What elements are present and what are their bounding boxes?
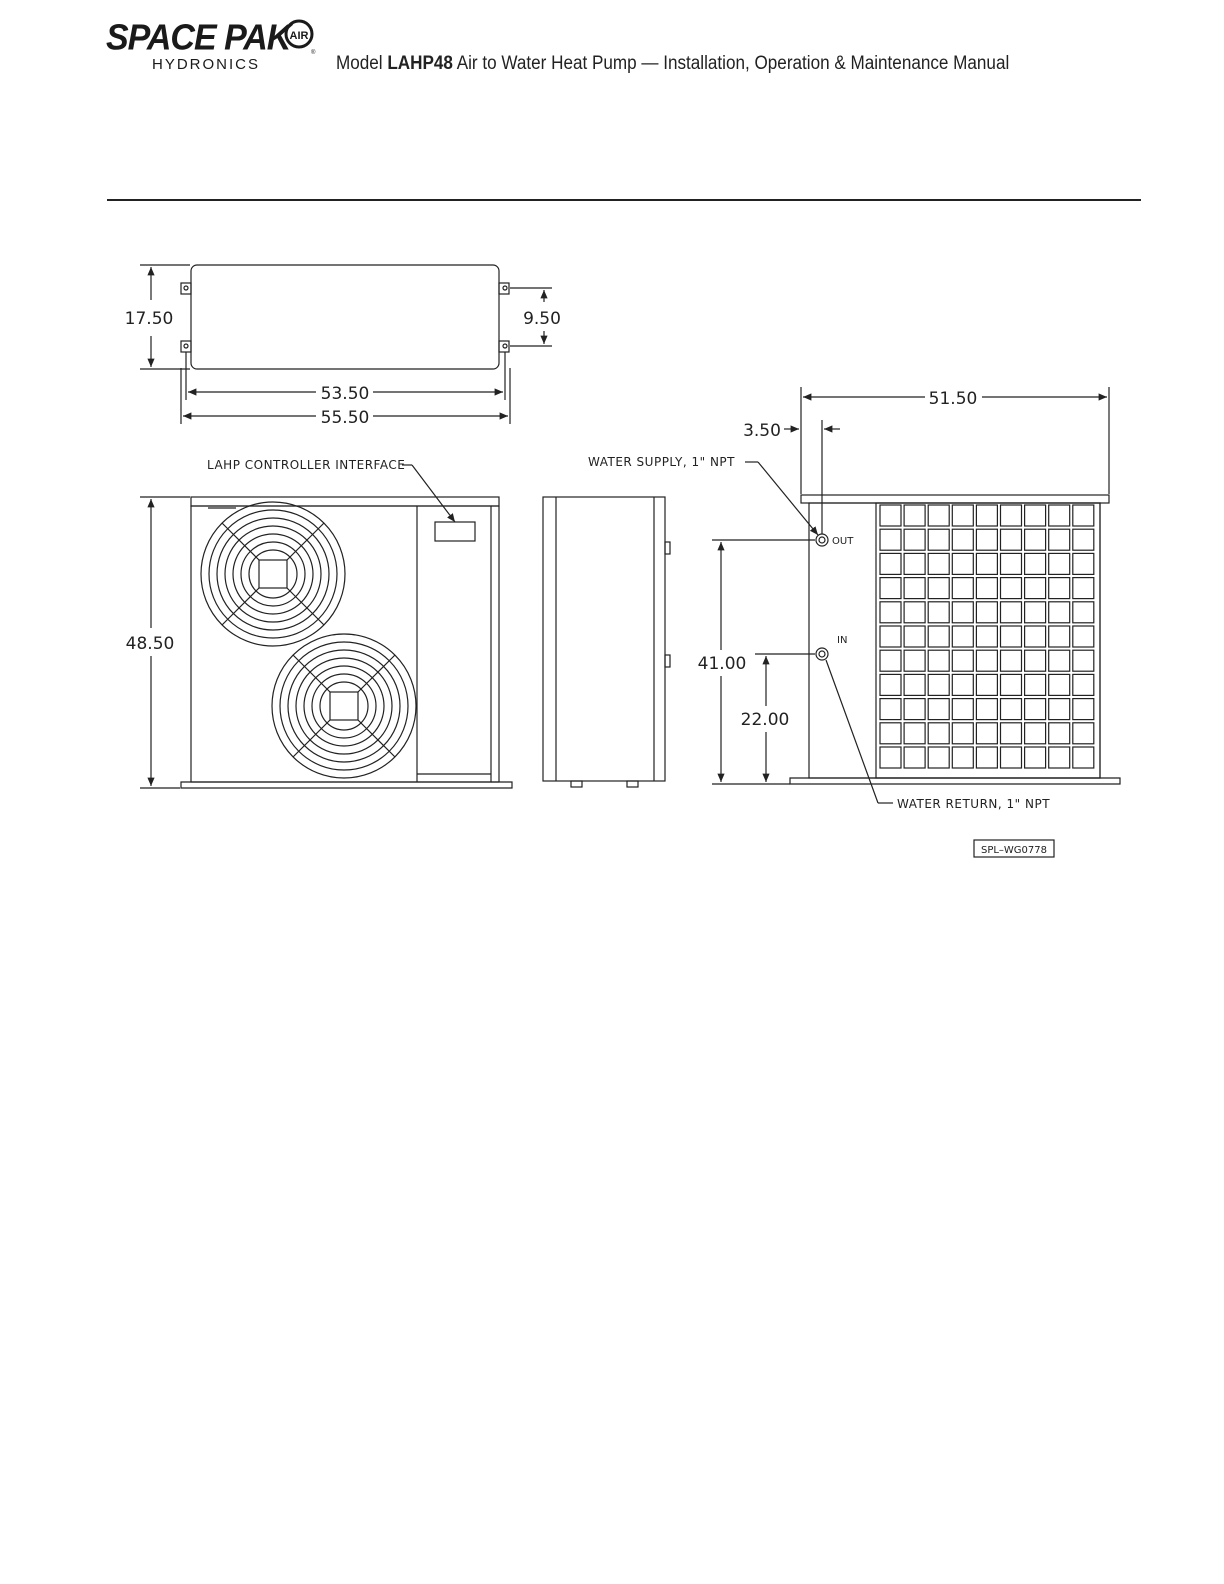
coil-cell bbox=[1073, 553, 1094, 574]
coil-cell bbox=[976, 578, 997, 599]
coil-cell bbox=[928, 723, 949, 744]
coil-cell bbox=[1049, 602, 1070, 623]
coil-cell bbox=[904, 650, 925, 671]
coil-cell bbox=[952, 505, 973, 526]
coil-cell bbox=[880, 723, 901, 744]
coil-cell bbox=[1025, 553, 1046, 574]
coil-cell bbox=[976, 505, 997, 526]
coil-cell bbox=[1025, 505, 1046, 526]
coil-cell bbox=[904, 626, 925, 647]
coil-cell bbox=[1001, 674, 1022, 695]
logo-subtitle: HYDRONICS bbox=[152, 56, 261, 73]
coil-cell bbox=[1025, 578, 1046, 599]
coil-cell bbox=[928, 699, 949, 720]
coil-cell bbox=[1073, 602, 1094, 623]
coil-cell bbox=[1073, 674, 1094, 695]
coil-cell bbox=[1001, 650, 1022, 671]
coil-cell bbox=[1001, 529, 1022, 550]
coil-cell bbox=[928, 578, 949, 599]
dim-rear-offset: 3.50 bbox=[743, 421, 781, 441]
coil-cell bbox=[1001, 602, 1022, 623]
coil-cell bbox=[928, 602, 949, 623]
coil-cell bbox=[928, 505, 949, 526]
dim-front-height: 48.50 bbox=[125, 634, 175, 654]
coil-cell bbox=[976, 747, 997, 768]
coil-cell bbox=[1025, 674, 1046, 695]
svg-text:AIR: AIR bbox=[289, 30, 309, 42]
coil-cell bbox=[1049, 674, 1070, 695]
coil-cell bbox=[1073, 723, 1094, 744]
coil-cell bbox=[1025, 602, 1046, 623]
coil-cell bbox=[1073, 626, 1094, 647]
side-view bbox=[543, 497, 670, 787]
coil-cell bbox=[952, 747, 973, 768]
coil-cell bbox=[928, 650, 949, 671]
dim-top-inner-width: 53.50 bbox=[320, 384, 370, 404]
coil-cell bbox=[1049, 747, 1070, 768]
svg-text:®: ® bbox=[311, 50, 316, 55]
coil-cell bbox=[1073, 529, 1094, 550]
coil-cell bbox=[952, 699, 973, 720]
dim-top-mount-spacing: 9.50 bbox=[523, 309, 561, 329]
coil-cell bbox=[952, 553, 973, 574]
coil-cell bbox=[928, 553, 949, 574]
coil-cell bbox=[904, 505, 925, 526]
coil-cell bbox=[1049, 578, 1070, 599]
coil-cell bbox=[1001, 553, 1022, 574]
coil-cell bbox=[1001, 626, 1022, 647]
coil-cell bbox=[1001, 578, 1022, 599]
coil-cell bbox=[1073, 578, 1094, 599]
label-controller-interface: LAHP CONTROLLER INTERFACE bbox=[207, 458, 406, 472]
coil-cell bbox=[952, 723, 973, 744]
coil-cell bbox=[880, 529, 901, 550]
coil-cell bbox=[1025, 626, 1046, 647]
title-suffix: Air to Water Heat Pump — Installation, Operation & Maintenance Manual bbox=[456, 53, 1010, 74]
coil-cell bbox=[976, 602, 997, 623]
coil-grid bbox=[880, 505, 1094, 768]
coil-cell bbox=[952, 578, 973, 599]
coil-cell bbox=[904, 602, 925, 623]
coil-cell bbox=[976, 553, 997, 574]
coil-cell bbox=[1025, 699, 1046, 720]
coil-cell bbox=[1049, 626, 1070, 647]
logo-wordmark: SPACE PAK bbox=[106, 18, 291, 58]
coil-cell bbox=[1025, 747, 1046, 768]
coil-cell bbox=[904, 578, 925, 599]
label-out: OUT bbox=[832, 536, 854, 547]
coil-cell bbox=[1073, 699, 1094, 720]
coil-cell bbox=[952, 674, 973, 695]
coil-cell bbox=[904, 529, 925, 550]
coil-cell bbox=[952, 529, 973, 550]
coil-cell bbox=[976, 626, 997, 647]
coil-cell bbox=[1001, 699, 1022, 720]
coil-cell bbox=[904, 723, 925, 744]
coil-cell bbox=[976, 674, 997, 695]
coil-cell bbox=[952, 626, 973, 647]
coil-cell bbox=[1025, 723, 1046, 744]
coil-cell bbox=[1001, 505, 1022, 526]
fan-grille-upper bbox=[201, 502, 345, 646]
coil-cell bbox=[1049, 699, 1070, 720]
coil-cell bbox=[1073, 650, 1094, 671]
coil-cell bbox=[952, 650, 973, 671]
coil-cell bbox=[880, 699, 901, 720]
label-in: IN bbox=[837, 635, 848, 646]
coil-cell bbox=[928, 529, 949, 550]
coil-cell bbox=[928, 747, 949, 768]
fan-grille-lower bbox=[272, 634, 416, 778]
title-model: LAHP48 bbox=[387, 53, 453, 74]
coil-cell bbox=[976, 650, 997, 671]
coil-cell bbox=[904, 747, 925, 768]
coil-cell bbox=[880, 505, 901, 526]
dim-top-depth: 17.50 bbox=[124, 309, 174, 329]
coil-cell bbox=[928, 626, 949, 647]
coil-cell bbox=[1049, 505, 1070, 526]
coil-cell bbox=[880, 650, 901, 671]
coil-cell bbox=[904, 553, 925, 574]
coil-cell bbox=[1049, 723, 1070, 744]
front-view bbox=[140, 465, 512, 788]
coil-cell bbox=[928, 674, 949, 695]
coil-cell bbox=[904, 699, 925, 720]
coil-cell bbox=[1049, 529, 1070, 550]
coil-cell bbox=[880, 626, 901, 647]
coil-cell bbox=[1073, 505, 1094, 526]
coil-cell bbox=[1001, 723, 1022, 744]
coil-cell bbox=[880, 578, 901, 599]
coil-cell bbox=[976, 529, 997, 550]
coil-cell bbox=[880, 553, 901, 574]
drawing-id: SPL–WG0778 bbox=[980, 845, 1048, 856]
coil-cell bbox=[880, 747, 901, 768]
label-water-return: WATER RETURN, 1" NPT bbox=[897, 797, 1051, 811]
coil-cell bbox=[976, 723, 997, 744]
dim-top-outer-width: 55.50 bbox=[320, 408, 370, 428]
coil-cell bbox=[904, 674, 925, 695]
dim-supply-height: 41.00 bbox=[697, 654, 747, 674]
coil-cell bbox=[1049, 553, 1070, 574]
title-prefix: Model bbox=[336, 53, 383, 74]
rear-view bbox=[712, 387, 1120, 857]
dim-return-height: 22.00 bbox=[740, 710, 790, 730]
controller-display bbox=[435, 522, 475, 541]
coil-cell bbox=[1073, 747, 1094, 768]
coil-cell bbox=[880, 674, 901, 695]
coil-cell bbox=[1025, 650, 1046, 671]
coil-cell bbox=[880, 602, 901, 623]
coil-cell bbox=[1001, 747, 1022, 768]
coil-cell bbox=[952, 602, 973, 623]
coil-cell bbox=[1025, 529, 1046, 550]
coil-cell bbox=[976, 699, 997, 720]
label-water-supply: WATER SUPPLY, 1" NPT bbox=[588, 455, 735, 469]
coil-cell bbox=[1049, 650, 1070, 671]
dim-rear-width: 51.50 bbox=[928, 389, 978, 409]
